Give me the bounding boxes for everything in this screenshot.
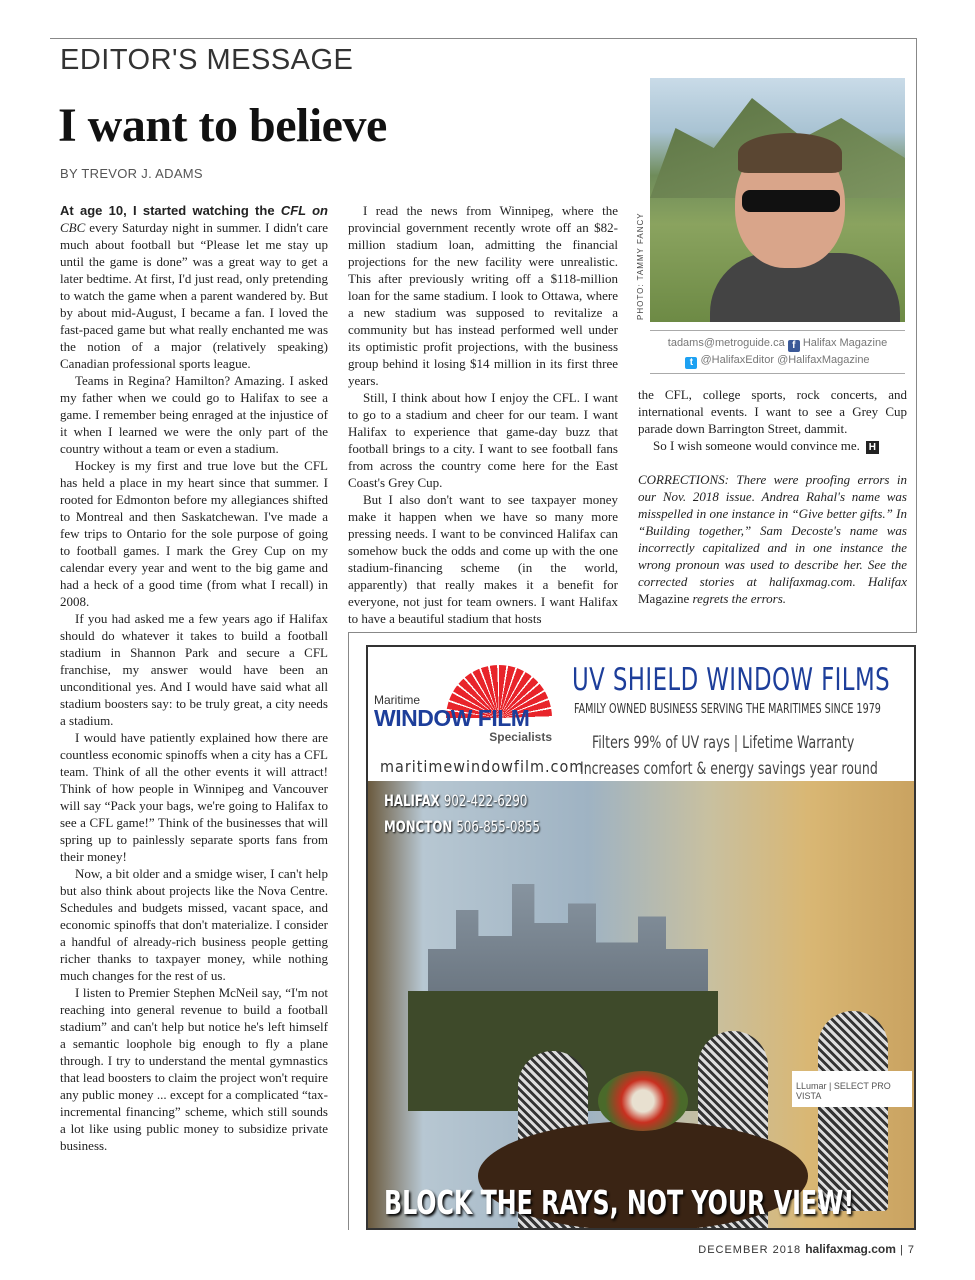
advertiser-logo: Maritime WINDOW FILM Specialists (374, 665, 552, 745)
column-2 (348, 202, 618, 627)
end-mark-icon: H (866, 441, 879, 454)
paragraph: So I wish someone would convince me. H (638, 437, 907, 454)
frame-top-rule (50, 38, 917, 39)
phone-halifax: HALIFAX 902-422-6290 (384, 791, 528, 810)
paragraph: If you had asked me a few years ago if Halifax should do whatever it takes to build a football stadium in Shannon Park and secure a CFL franchise, my answer would have been an unconditional yes. And I would have said what all stadium boosters say: to be truly great, a city needs a stadium. (60, 611, 328, 728)
ad-feature-2: Increases comfort & energy savings year round (580, 759, 878, 779)
paragraph: I listen to Premier Stephen McNeil say, “I'm not reaching into general revenue to build a football stadium” and can't help but notice he's left himself a semantic loophole big enough to fly a plane through. I try to understand the mental gymnastics that lead boosters to claim the project won't require any public money ... except for a complicated “tax-incremental financing” scheme, which still sounds a lot like using public money to subsidize private business. (60, 985, 328, 1153)
facebook-handle[interactable]: Halifax Magazine (802, 337, 888, 349)
advertisement[interactable] (366, 645, 916, 1230)
author-photo (650, 78, 905, 322)
paragraph: I would have patiently explained how there are countless economic spinoffs when a city has a CFL team. Think of all the other events it will attract! Think of how people in Winnipeg and Vancouver will say “Pack your bags, we're going to Halifax to see a CFL game!” Think of the businesses that will spring up to painlessly separate sports fans from their money! (60, 730, 328, 864)
column-1 (60, 202, 328, 1154)
ad-title: UV SHIELD WINDOW FILMS (572, 662, 891, 698)
phone-moncton: MONCTON 506-855-0855 (384, 817, 541, 836)
paragraph: Teams in Regina? Hamilton? Amazing. I asked my father when we could go to Halifax to see a game. I remember being enraged at the injustice of it when I learned we were the only part of the country without a team or even a stadium. (60, 373, 328, 456)
frame-bottom-rule (348, 632, 917, 633)
ad-feature-1: Filters 99% of UV rays | Lifetime Warranty (592, 733, 855, 753)
paragraph: But I also don't want to see taxpayer money make it happen when we have so many more pressing needs. I want to be convinced Halifax can somehow buck the odds and come up with the one stadium-financing scheme (in the world, apparently) that really makes it a benefit for everyone, not just for team owners. I want Halifax to have a beautiful stadium that hosts (348, 492, 618, 626)
article-title: I want to believe (58, 99, 387, 152)
page-footer: DECEMBER 2018 halifaxmag.com | 7 (698, 1242, 915, 1256)
email-link[interactable]: tadams@metroguide.ca (667, 337, 785, 349)
frame-right-rule (916, 38, 917, 633)
section-label: EDITOR'S MESSAGE (60, 44, 354, 76)
contact-info (650, 330, 905, 374)
ad-subtitle: FAMILY OWNED BUSINESS SERVING THE MARITIMES SINCE 1979 (574, 702, 881, 717)
paragraph: I read the news from Winnipeg, where the provincial government recently wrote off an $82-million stadium loan, admitting the financial projections for the new facility were unrealistic. This after previously writing off a $118-million loan for the same stadium. I look to Ottawa, where a new stadium was supposed to revitalize a community but has instead performed well under its optimistic profit projections, with the business group behind it losing $14 million in its first three years. (348, 203, 618, 388)
paragraph: Now, a bit older and a smidge wiser, I can't help but also think about projects like the Nova Centre. Schedules and budgets missed, vacant space, and economic spinoffs that don't materialize. I consider a handful of already-rich business people getting richer thanks to taxpayer money, while nothing much changes for the rest of us. (60, 866, 328, 983)
ad-url[interactable]: maritimewindowfilm.com (380, 757, 585, 776)
facebook-icon: f (788, 340, 800, 352)
twitter-icon: t (685, 357, 697, 369)
paragraph: Hockey is my first and true love but the CFL has held a place in my heart since that summer. I rooted for Edmonton before my allegiances shifted to Montreal and then Saskatchewan. I've made a few trips to Ontario for the sole purpose of going to football games. I mark the Grey Cup on my calendar every year and went to the big game and had a heck of a good time (from what I recall) in 2008. (60, 458, 328, 609)
ad-tagline: BLOCK THE RAYS, NOT YOUR VIEW! (384, 1183, 855, 1222)
paragraph: the CFL, college sports, rock concerts, and international events. I want to see a Grey Cup parade down Barrington Street, dammit. (638, 387, 907, 436)
paragraph: Still, I think about how I enjoy the CFL. I want to go to a stadium and cheer for our team. I want Halifax to experience that game-day buzz that football brings to a city. I want to see football fans from across the country come here for the East Coast's Grey Cup. (348, 390, 618, 490)
column-3 (638, 386, 907, 607)
byline: BY TREVOR J. ADAMS (60, 166, 203, 181)
corrections-note: CORRECTIONS: There were proofing errors in our Nov. 2018 issue. Andrea Rahal's name was misspelled in one instance in “Give better gifts.” In “Building together,” Sam Decoste's name was incorrectly capitalized and in one instance the wrong pronoun was used to describe her. See the corrected stories at halifaxmag.com. Halifax Magazine regrets the errors. (638, 472, 907, 606)
photo-credit: PHOTO: TAMMY FANCY (636, 212, 645, 320)
twitter-handles[interactable]: @HalifaxEditor @HalifaxMagazine (700, 354, 870, 366)
partner-badges: LLumar | SELECT PRO VISTA (792, 1071, 912, 1107)
ad-room-image (368, 781, 916, 1230)
paragraph: At age 10, I started watching the CFL on CBC every Saturday night in summer. I didn't care much about football but “Please let me stay up until the game is done” was a great way to get a later bedtime. At first, I'd just read, only pretending to watch the game when a parent wandered by. But by about mid-August, I became a fan. I loved the fast-paced game but what really enchanted me was the notion of a major (relatively speaking) Canadian professional sports league. (60, 203, 328, 371)
column-rule (348, 632, 349, 1230)
